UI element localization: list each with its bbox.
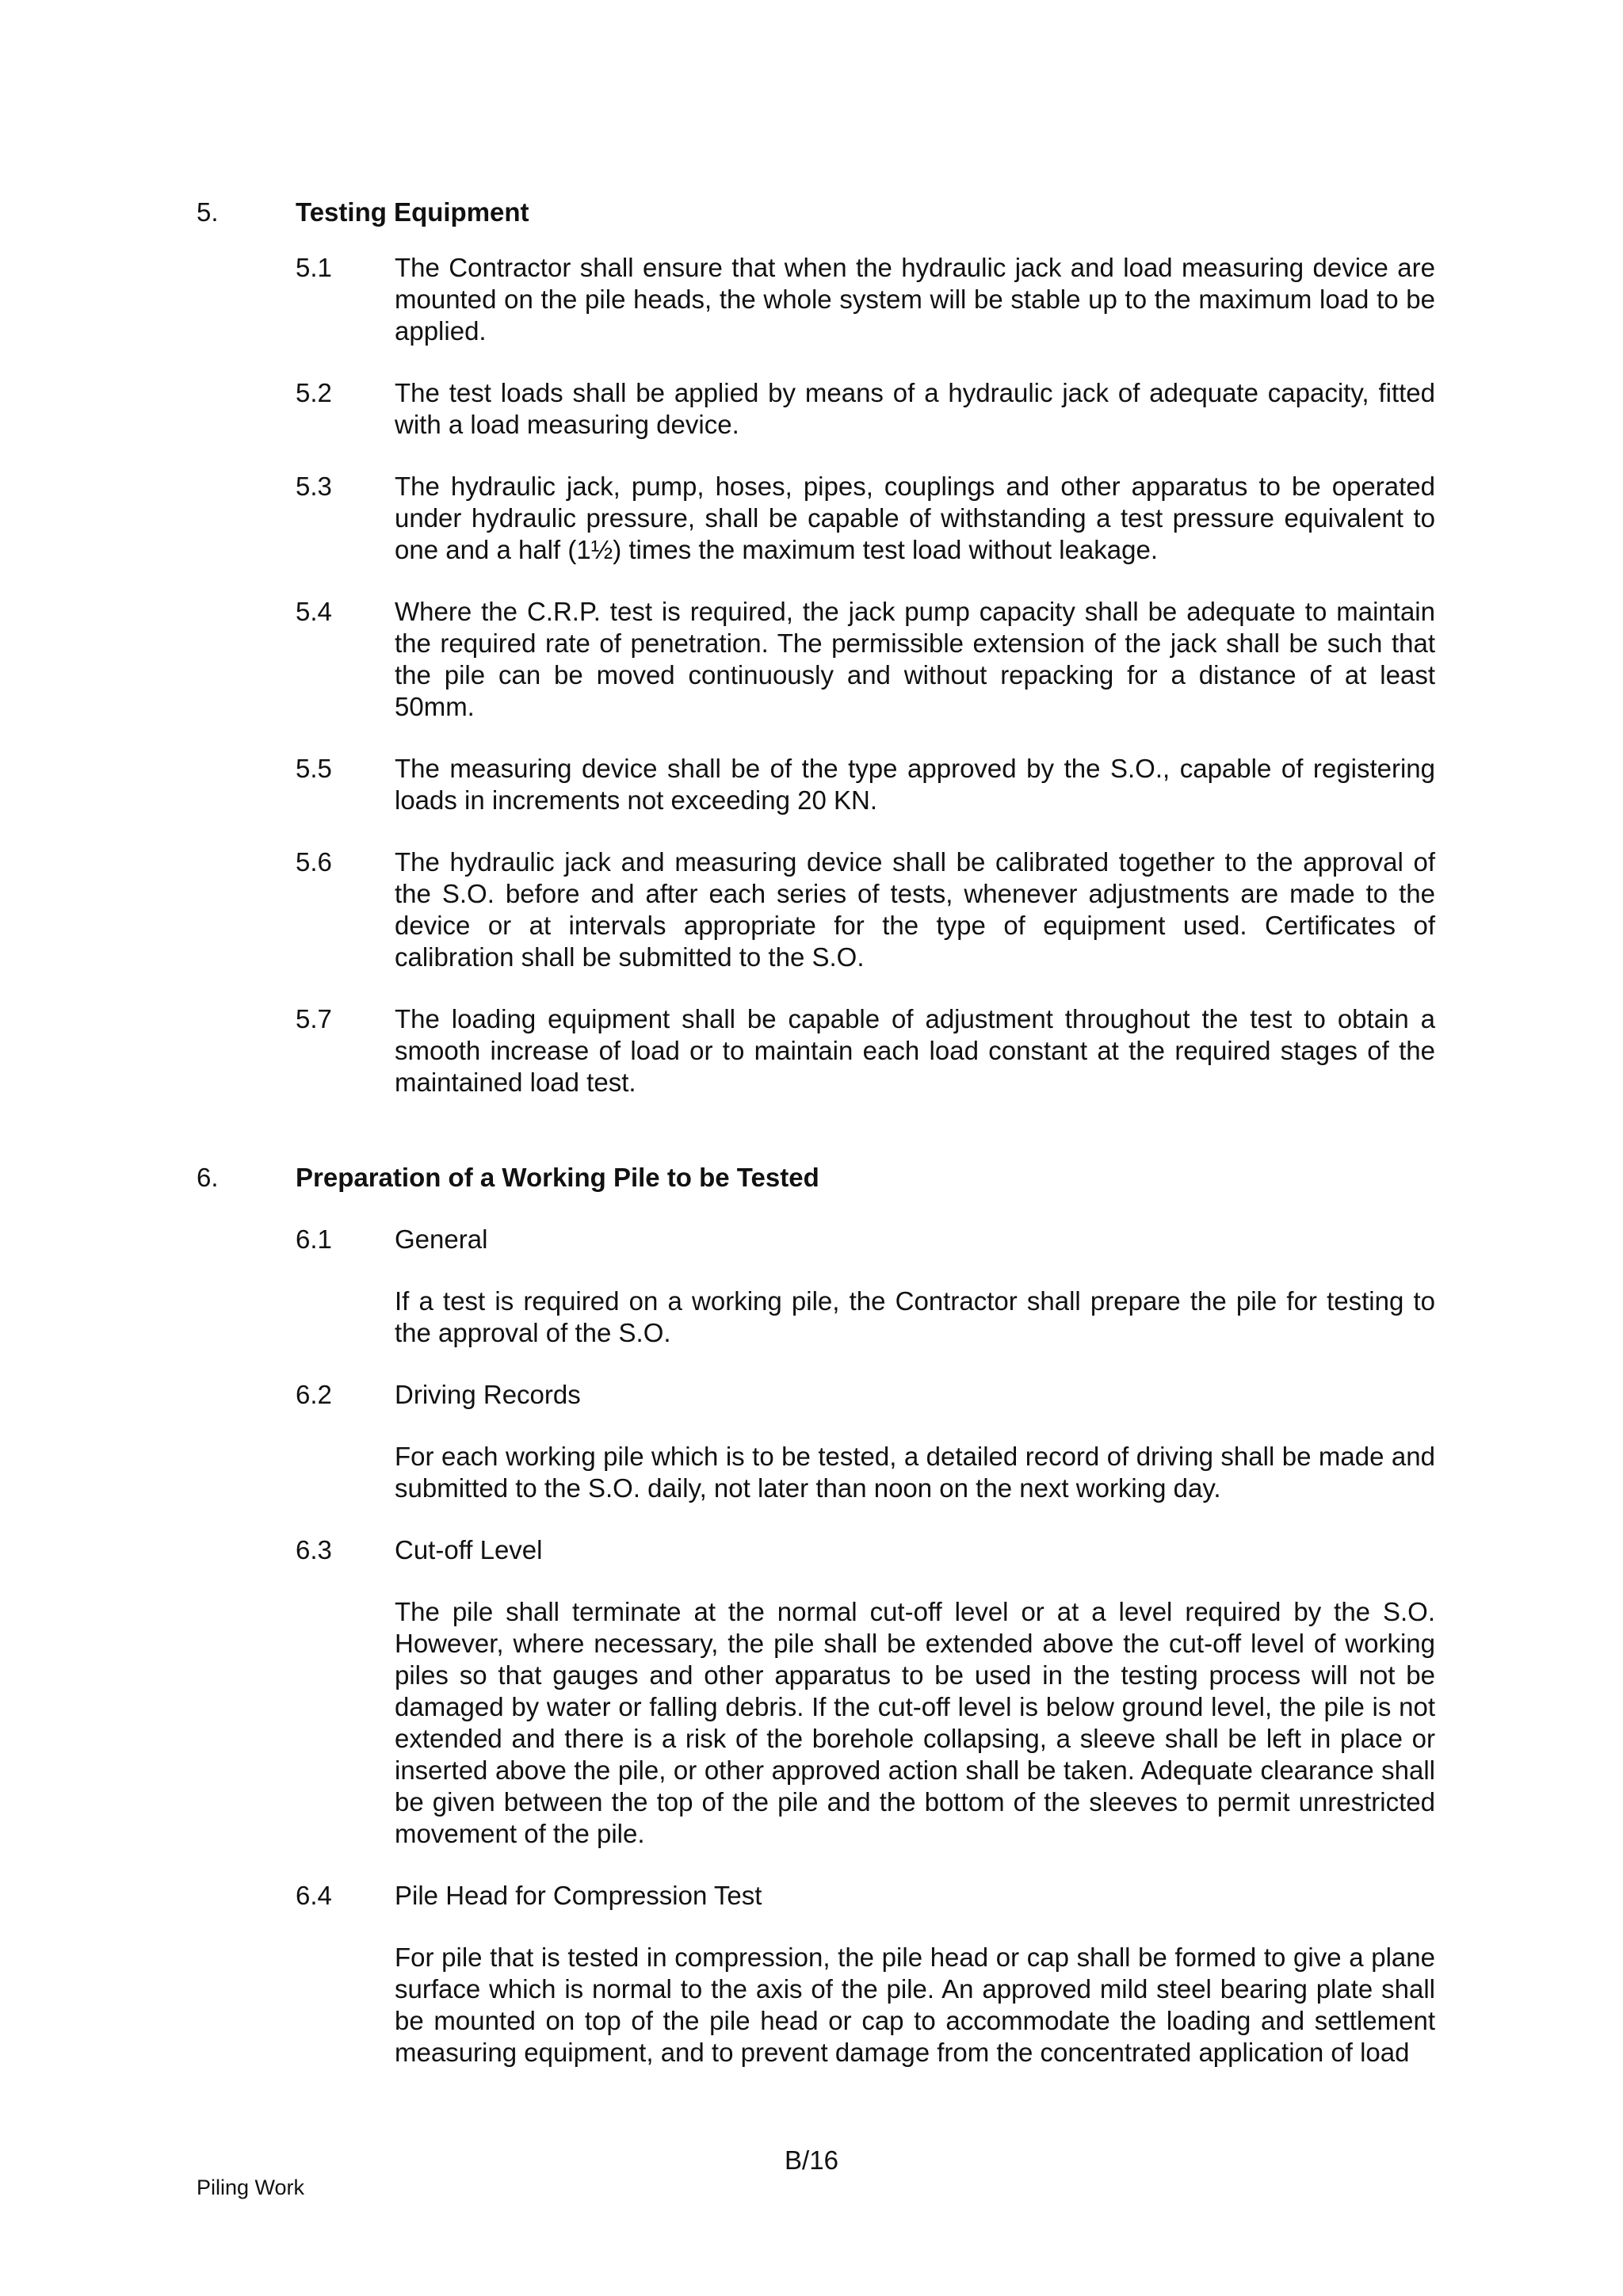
clause-text: The hydraulic jack and measuring device shall be calibrated together to the approval of the S.O. before and after each series of tests, whenever adjustments are made to the device or at intervals appropriate for the type of equipment used. Certificates of calibration shall be submitted to the S.O.: [395, 847, 1435, 972]
clause-text: For each working pile which is to be tested, a detailed record of driving shall be made and submitted to the S.O. daily, not later than noon on the next working day.: [395, 1442, 1435, 1503]
clause-heading: General: [395, 1224, 488, 1254]
clause-number: 5.6: [296, 847, 332, 877]
section-heading: [0, 1162, 1623, 1195]
clause-heading: Driving Records: [395, 1380, 581, 1409]
document-title-footer: Piling Work: [197, 2176, 305, 2199]
clause-number: 5.5: [296, 754, 332, 783]
clause-5-4: [0, 596, 1623, 723]
clause-6-1: [0, 1224, 1623, 1349]
clause-text: If a test is required on a working pile, the Contractor shall prepare the pile for testing to the approval of the S.O.: [395, 1286, 1435, 1347]
section-title: Testing Equipment: [296, 197, 529, 227]
clause-text: For pile that is tested in compression, the pile head or cap shall be formed to give a plane surface which is normal to the axis of the pile. An approved mild steel bearing plate shall be mounted on top of the pile head or cap to accommodate the loading and settlement measuring equipment, and to prevent damage from the concentrated application of load: [395, 1943, 1435, 2067]
section-testing-equipment: [0, 197, 1623, 1098]
clause-number: 5.7: [296, 1004, 332, 1033]
clause-6-4: [0, 1880, 1623, 2069]
clause-text: The pile shall terminate at the normal cut-off level or at a level required by the S.O. However, where necessary, the pile shall be extended above the cut-off level of working piles so that gauges and other apparatus to be used in the testing process will not be damaged by water or falling debris. If the cut-off level is below ground level, the pile is not extended and there is a risk of the borehole collapsing, a sleeve shall be left in place or inserted above the pile, or other approved action shall be taken. Adequate clearance shall be given between the top of the pile and the bottom of the sleeves to permit unrestricted movement of the pile.: [395, 1597, 1435, 1848]
clause-number: 6.1: [296, 1224, 332, 1254]
clause-text: The Contractor shall ensure that when the hydraulic jack and load measuring device are mounted on the pile heads, the whole system will be stable up to the maximum load to be applied.: [395, 253, 1435, 346]
section-number: 6.: [197, 1163, 219, 1192]
clause-5-7: [0, 1003, 1623, 1098]
section-number: 5.: [197, 197, 219, 227]
clause-5-5: [0, 753, 1623, 816]
clause-5-3: [0, 471, 1623, 566]
clause-6-3: [0, 1534, 1623, 1850]
clause-text: Where the C.R.P. test is required, the jack pump capacity shall be adequate to maintain the required rate of penetration. The permissible extension of the jack shall be such that the pile can be moved continuously and without repacking for a distance of at least 50mm.: [395, 597, 1435, 721]
clause-5-1: [0, 252, 1623, 347]
clause-number: 5.3: [296, 472, 332, 501]
page-number: B/16: [785, 2145, 838, 2175]
clause-number: 5.4: [296, 597, 332, 626]
clause-number: 6.3: [296, 1535, 332, 1564]
section-preparation-working-pile: [0, 1162, 1623, 2069]
clause-text: The measuring device shall be of the type approved by the S.O., capable of registering loads in increments not exceeding 20 KN.: [395, 754, 1435, 815]
clause-text: The loading equipment shall be capable of adjustment throughout the test to obtain a smooth increase of load or to maintain each load constant at the required stages of the maintained load test.: [395, 1004, 1435, 1097]
clause-number: 5.2: [296, 378, 332, 407]
clause-number: 6.4: [296, 1881, 332, 1910]
clause-heading: Cut-off Level: [395, 1535, 543, 1564]
section-heading: [0, 197, 1623, 230]
clause-5-6: [0, 846, 1623, 973]
clause-6-2: [0, 1379, 1623, 1504]
section-title: Preparation of a Working Pile to be Tested: [296, 1163, 819, 1192]
clause-text: The test loads shall be applied by means of a hydraulic jack of adequate capacity, fitted with a load measuring device.: [395, 378, 1435, 439]
clause-number: 6.2: [296, 1380, 332, 1409]
clause-text: The hydraulic jack, pump, hoses, pipes, couplings and other apparatus to be operated under hydraulic pressure, shall be capable of withstanding a test pressure equivalent to one and a half (1½) times the maximum test load without leakage.: [395, 472, 1435, 564]
clause-number: 5.1: [296, 253, 332, 282]
clause-5-2: [0, 377, 1623, 441]
clause-heading: Pile Head for Compression Test: [395, 1881, 762, 1910]
page-content: [0, 197, 1623, 2069]
